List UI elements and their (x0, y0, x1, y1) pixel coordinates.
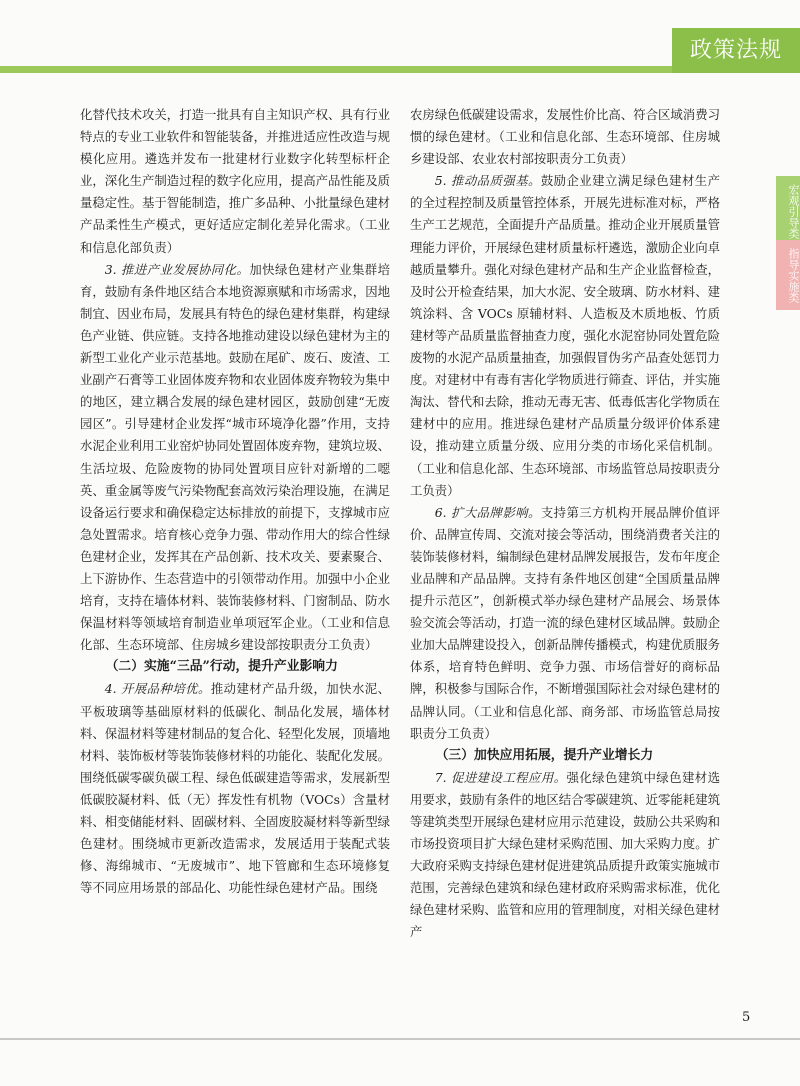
subheading-4: 4. 开展品种培优。 (104, 681, 211, 697)
left-column (80, 104, 390, 899)
page-number: 5 (742, 1010, 751, 1025)
subheading-5: 5. 推动品质强基。 (434, 173, 541, 189)
paragraph-continued: 化替代技术攻关，打造一批具有自主知识产权、具有行业特点的专业工业软件和智能装备，并推进适应性改造与规模化应用。遴选并发布一批建材行业数字化转型标杆企业，深化生产制造过程的数字化应用，提高产品性能及质量稳定性。基于智能制造，推广多品种、小批量绿色建材产品柔性生产模式，更好适应定制化差异化需求。（工业和信息化部负责） (80, 107, 390, 255)
paragraph-body: 推动建材产品升级，加快水泥、平板玻璃等基础原材料的低碳化、制品化发展，墙体材料、保温材料等建材制品的复合化、轻型化发展，顶墙地材料、装饰板材等装饰装修材料的功能化、装配化发展。围绕低碳零碳负碳工程、绿色低碳建造等需求，发展新型低碳胶凝材料、低（无）挥发性有机物（VOCs）含量材料、相变储能材料、固碳材料、全固废胶凝材料等新型绿色建材。围绕城市更新改造需求，发展适用于装配式装修、海绵城市、“无废城市”、地下管廊和生态环境修复等不同应用场景的部品化、功能性绿色建材产品。围绕 (80, 681, 390, 896)
section-heading-3: （三）加快应用拓展，提升产业增长力 (435, 747, 654, 763)
paragraph-quality-foundation (410, 170, 720, 501)
paragraph-body: 支持第三方机构开展品牌价值评价、品牌宣传周、交流对接会等活动，围绕消费者关注的装饰装修材料，编制绿色建材品牌发展报告，发布年度企业品牌和产品品牌。支持有条件地区创建“全国质量品牌提升示范区”，创新模式举办绿色建材产品展会、场景体验交流会等活动，打造一流的绿色建材区域品牌。鼓励企业加大品牌建设投入，创新品牌传播模式，构建优质服务体系，培育特色鲜明、竞争力强、市场信誉好的商标品牌，积极参与国际合作，不断增强国际社会对绿色建材的品牌认同。（工业和信息化部、商务部、市场监管总局按职责分工负责） (410, 504, 720, 741)
paragraph-industry-synergy (80, 259, 390, 657)
section-title-tab: 政策法规 (672, 28, 800, 73)
subheading-7: 7. 促进建设工程应用。 (434, 769, 567, 785)
side-tab-macro-guidance: 宏观引导类 (776, 176, 800, 246)
section-heading-2: （二）实施“三品”行动，提升产业影响力 (105, 659, 338, 675)
paragraph-variety-cultivation (80, 678, 390, 899)
footer-rule (0, 1038, 800, 1040)
paragraph-continued: 农房绿色低碳建设需求，发展性价比高、符合区域消费习惯的绿色建材。（工业和信息化部、生态环境部、住房城乡建设部、农业农村部按职责分工负责） (410, 107, 720, 167)
subheading-3: 3. 推进产业发展协同化。 (104, 261, 250, 277)
subheading-6: 6. 扩大品牌影响。 (434, 504, 541, 520)
right-column (410, 104, 720, 944)
paragraph-construction-application (410, 767, 720, 944)
side-tab-implementation-guidance: 指导实施类 (776, 240, 800, 310)
paragraph-brand-influence (410, 502, 720, 745)
paragraph-body: 加快绿色建材产业集群培育，鼓励有条件地区结合本地资源禀赋和市场需求，因地制宜、因业布局，发展具有特色的绿色建材集群，构建绿色产业链、供应链。支持各地推动建设以绿色建材为主的新型工业化产业示范基地。鼓励在尾矿、废石、废渣、工业副产石膏等工业固体废弃物和农业固体废弃物较为集中的地区，建立耦合发展的绿色建材园区，鼓励创建“无废园区”。引导建材企业发挥“城市环境净化器”作用，支持水泥企业利用工业窑炉协同处置固体废弃物，建筑垃圾、生活垃圾、危险废物的协同处置项目应针对新增的二噁英、重金属等废气污染物配套高效污染治理设施，在满足设备运行要求和确保稳定达标排放的前提下，支撑城市应急处置需求。培育核心竞争力强、带动作用大的综合性绿色建材企业，发挥其在产品创新、技术攻关、要素聚合、上下游协作、生态营造中的引领带动作用。加强中小企业培育，支持在墙体材料、装饰装修材料、门窗制品、防水保温材料等领域培育制造业单项冠军企业。（工业和信息化部、生态环境部、住房城乡建设部按职责分工负责） (80, 261, 391, 653)
paragraph-body: 强化绿色建筑中绿色建材选用要求，鼓励有条件的地区结合零碳建筑、近零能耗建筑等建筑类型开展绿色建材应用示范建设，鼓励公共采购和市场投资项目扩大绿色建材采购范围、加大采购力度。扩大政府采购支持绿色建材促进建筑品质提升政策实施城市范围，完善绿色建筑和绿色建材政府采购需求标准，优化绿色建材采购、监管和应用的管理制度，对相关绿色建材产 (410, 769, 721, 940)
paragraph-body: 鼓励企业建立满足绿色建材生产的全过程控制及质量管控体系，开展先进标准对标，严格生产工艺规范，全面提升产品质量。推动企业开展质量管理能力评价，开展绿色建材质量标杆遴选，激励企业向卓越质量攀升。强化对绿色建材产品和生产企业监督检查，及时公开检查结果，加大水泥、安全玻璃、防水材料、建筑涂料、含 VOCs 原辅材料、人造板及木质地板、竹质建材等产品质量监督抽查力度，强化水泥窑协同处置危险废物的水泥产品质量抽查，加强假冒伪劣产品查处惩罚力度。对建材中有毒有害化学物质进行筛查、评估，并实施淘汰、替代和去除，推动无毒无害、低毒低害化学物质在建材中的应用。推进绿色建材产品质量分级评价体系建设，推动建立质量分级、应用分类的市场化采信机制。（工业和信息化部、生态环境部、市场监管总局按职责分工负责） (410, 173, 720, 498)
